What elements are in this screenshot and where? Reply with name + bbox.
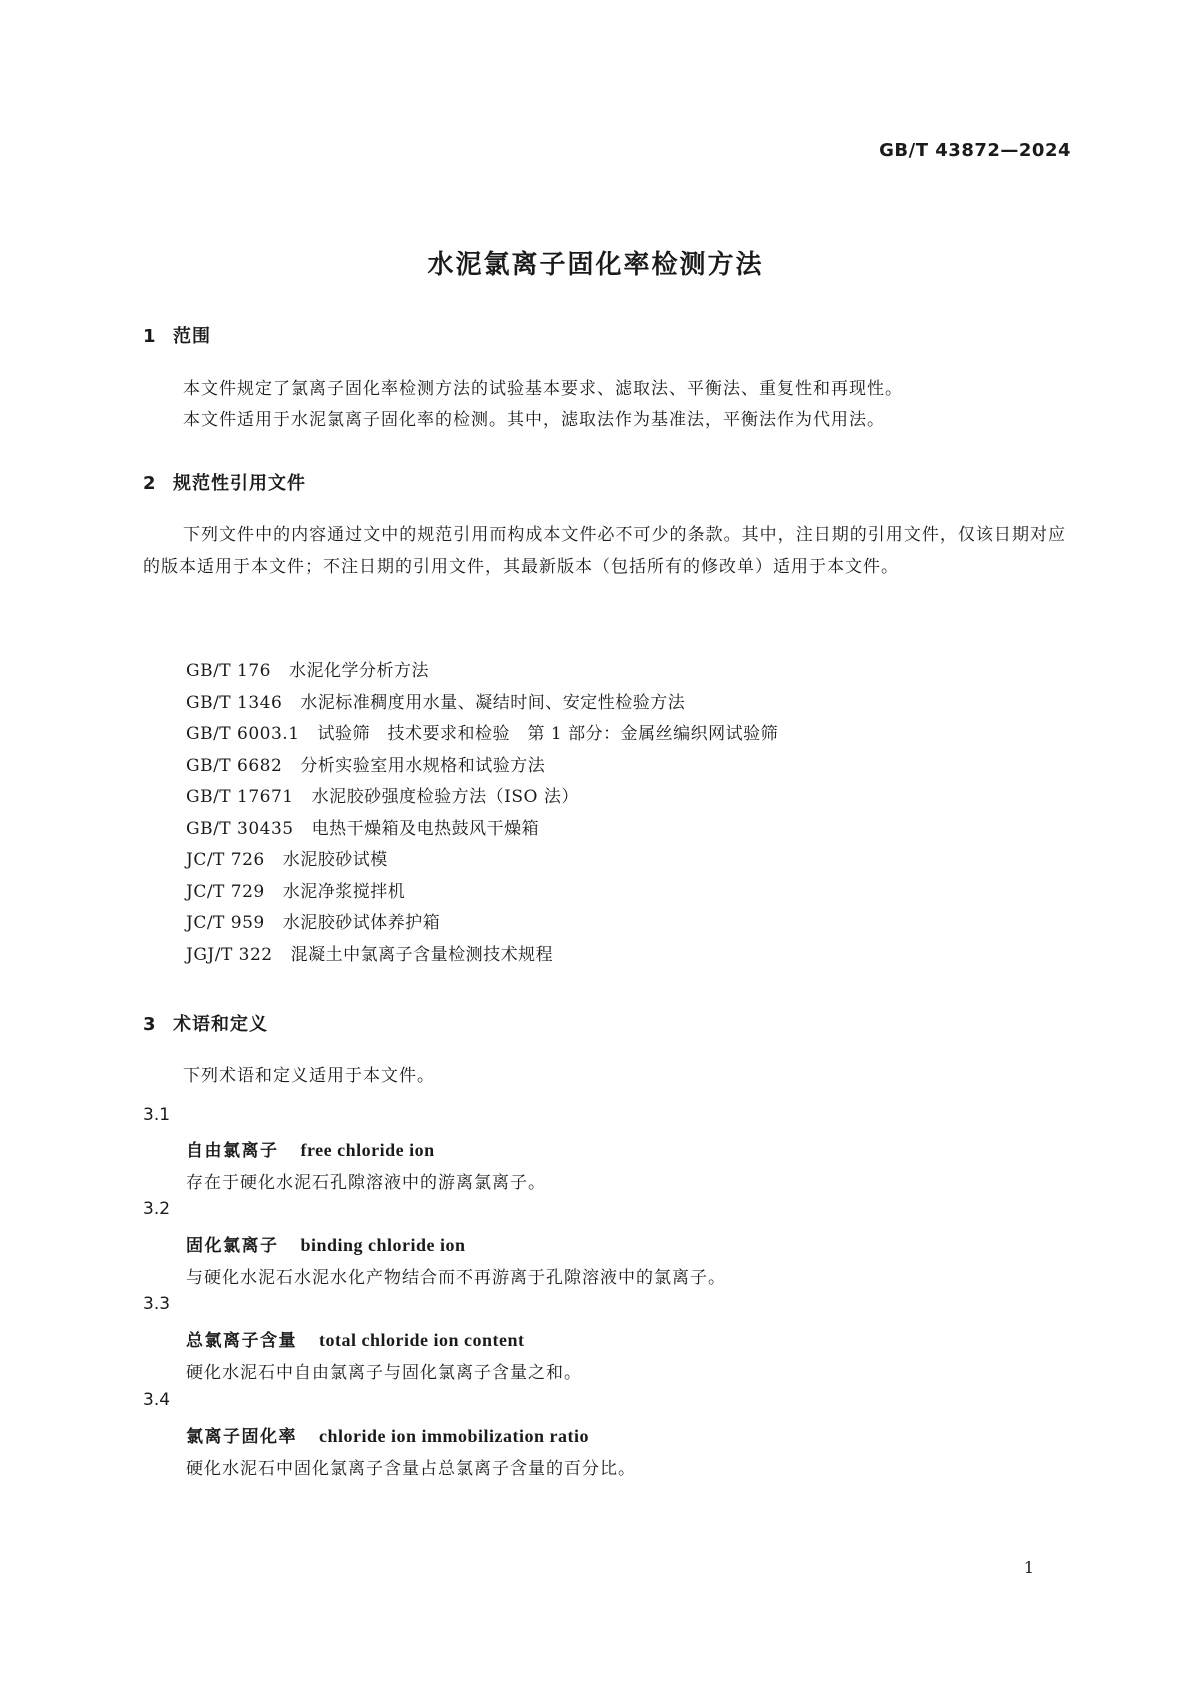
reference-item (186, 845, 778, 877)
term-name-zh: 自由氯离子 (186, 1141, 279, 1161)
normative-refs-intro: 下列文件中的内容通过文中的规范引用而构成本文件必不可少的条款。其中，注日期的引用文件，仅该日期对应的版本适用于本文件；不注日期的引用文件，其最新版本（包括所有的修改单）适用于本文件。 (143, 525, 1066, 577)
term-name-en: free chloride ion (300, 1140, 435, 1160)
term-definition: 与硬化水泥石水泥水化产物结合而不再游离于孔隙溶液中的氯离子。 (186, 1268, 726, 1288)
reference-code: GB/T 30435 (186, 818, 294, 839)
reference-title: 分析实验室用水规格和试验方法 (300, 755, 546, 776)
term-name (186, 1422, 589, 1447)
reference-code: GB/T 6003.1 (186, 724, 300, 744)
term-number: 3.4 (143, 1390, 171, 1410)
term-name (186, 1136, 435, 1161)
section-heading-normative-refs (143, 469, 306, 495)
section-number: 3 (143, 1014, 157, 1035)
reference-list (186, 656, 778, 971)
reference-title: 水泥胶砂强度检验方法（ISO 法） (311, 787, 579, 807)
term-definition: 硬化水泥石中固化氯离子含量占总氯离子含量的百分比。 (186, 1459, 636, 1479)
reference-item (186, 688, 778, 720)
reference-item (186, 814, 778, 846)
page-number: 1 (1023, 1558, 1034, 1577)
term-name-zh: 总氯离子含量 (186, 1331, 297, 1351)
section-title: 术语和定义 (173, 1014, 268, 1035)
term-name (186, 1326, 524, 1351)
term-number: 3.2 (143, 1199, 171, 1219)
section-number: 2 (143, 473, 157, 494)
section-number: 1 (143, 326, 157, 347)
reference-code: JGJ/T 322 (186, 944, 273, 965)
reference-title: 水泥净浆搅拌机 (282, 881, 406, 902)
term-name-zh: 固化氯离子 (186, 1236, 279, 1256)
reference-item (186, 751, 778, 783)
term-number: 3.1 (143, 1105, 171, 1125)
term-definition: 存在于硬化水泥石孔隙溶液中的游离氯离子。 (186, 1173, 546, 1193)
term-name-en: total chloride ion content (319, 1330, 525, 1350)
reference-code: GB/T 1346 (186, 692, 283, 713)
document-title: 水泥氯离子固化率检测方法 (427, 250, 764, 280)
reference-title: 水泥标准稠度用水量、凝结时间、安定性检验方法 (300, 692, 686, 713)
reference-item (186, 656, 778, 688)
reference-title: 混凝土中氯离子含量检测技术规程 (290, 944, 554, 965)
scope-paragraph-2: 本文件适用于水泥氯离子固化率的检测。其中，滤取法作为基准法，平衡法作为代用法。 (183, 410, 885, 430)
reference-title: 试验筛 技术要求和检验 第 1 部分：金属丝编织网试验筛 (317, 724, 779, 744)
reference-item (186, 782, 778, 814)
reference-title: 电热干燥箱及电热鼓风干燥箱 (311, 818, 540, 839)
reference-code: GB/T 6682 (186, 755, 283, 776)
reference-code: GB/T 176 (186, 661, 271, 681)
reference-title: 水泥胶砂试体养护箱 (282, 913, 441, 933)
reference-item (186, 719, 778, 751)
section-title: 规范性引用文件 (173, 473, 306, 494)
term-name-zh: 氯离子固化率 (186, 1427, 297, 1447)
term-name (186, 1231, 466, 1256)
reference-code: JC/T 726 (186, 850, 265, 870)
section-title: 范围 (173, 326, 211, 347)
reference-title: 水泥胶砂试模 (282, 850, 388, 870)
term-name-en: binding chloride ion (300, 1235, 466, 1255)
term-number: 3.3 (143, 1294, 171, 1314)
section-heading-terms (143, 1010, 268, 1036)
reference-item (186, 908, 778, 940)
scope-paragraph-1: 本文件规定了氯离子固化率检测方法的试验基本要求、滤取法、平衡法、重复性和再现性。 (183, 379, 903, 399)
reference-code: JC/T 959 (186, 913, 265, 933)
term-name-en: chloride ion immobilization ratio (319, 1426, 589, 1446)
section-heading-scope (143, 322, 211, 348)
reference-item (186, 940, 778, 972)
term-definition: 硬化水泥石中自由氯离子与固化氯离子含量之和。 (186, 1363, 582, 1383)
reference-code: JC/T 729 (186, 881, 265, 902)
reference-item (186, 877, 778, 909)
terms-intro: 下列术语和定义适用于本文件。 (183, 1066, 435, 1086)
standard-code: GB/T 43872—2024 (879, 140, 1071, 161)
reference-title: 水泥化学分析方法 (289, 661, 429, 681)
reference-code: GB/T 17671 (186, 787, 294, 807)
